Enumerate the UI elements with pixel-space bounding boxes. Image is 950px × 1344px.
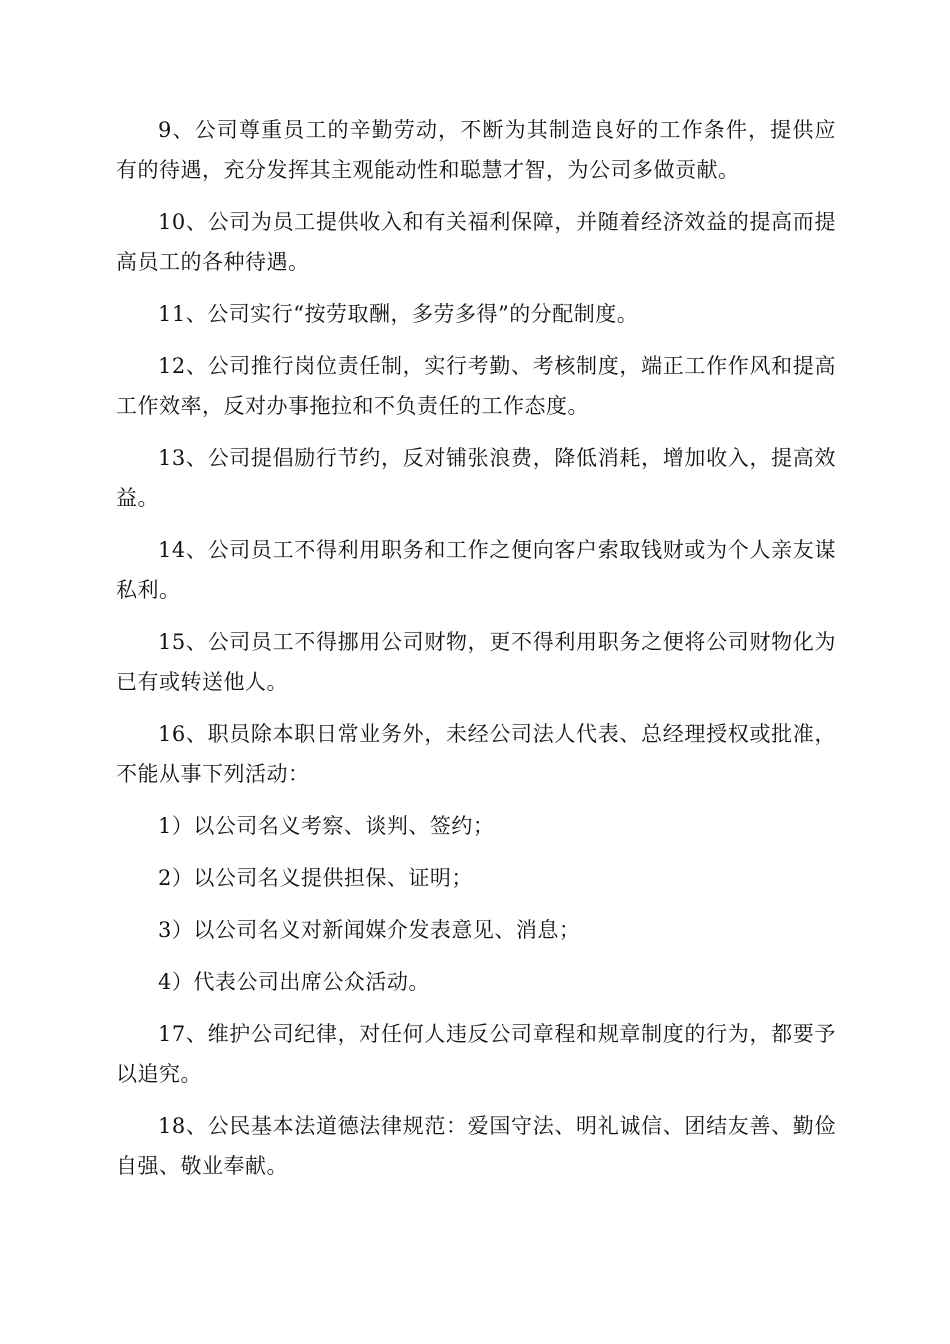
paragraph-item-11: 11、公司实行“按劳取酬，多劳多得”的分配制度。 [158,302,639,326]
paragraph-item-9: 9、公司尊重员工的辛勤劳动，不断为其制造良好的工作条件，提供应有的待遇，充分发挥其主观能动性和聪慧才智，为公司多做贡献。 [116,118,836,182]
paragraph-item-13: 13、公司提倡励行节约，反对铺张浪费，降低消耗，增加收入，提高效益。 [116,446,836,510]
paragraph-item-16: 16、职员除本职日常业务外，未经公司法人代表、总经理授权或批准，不能从事下列活动： [116,722,836,786]
list-item-2: 2）以公司名义提供担保、证明； [158,866,473,890]
paragraph-item-15: 15、公司员工不得挪用公司财物，更不得利用职务之便将公司财物化为已有或转送他人。 [116,630,836,694]
list-item-1: 1）以公司名义考察、谈判、签约； [158,814,495,838]
paragraph-item-10: 10、公司为员工提供收入和有关福利保障，并随着经济效益的提高而提高员工的各种待遇。 [116,210,836,274]
paragraph-item-17: 17、维护公司纪律，对任何人违反公司章程和规章制度的行为，都要予以追究。 [116,1022,836,1086]
document-body [116,110,836,1198]
paragraph-item-12: 12、公司推行岗位责任制，实行考勤、考核制度，端正工作作风和提高工作效率，反对办事拖拉和不负责任的工作态度。 [116,354,836,418]
paragraph-item-18: 18、公民基本法道德法律规范：爱国守法、明礼诚信、团结友善、勤俭自强、敬业奉献。 [116,1114,836,1178]
list-item-3: 3）以公司名义对新闻媒介发表意见、消息； [158,918,581,942]
paragraph-item-14: 14、公司员工不得利用职务和工作之便向客户索取钱财或为个人亲友谋私利。 [116,538,836,602]
list-item-4: 4）代表公司出席公众活动。 [158,970,430,994]
